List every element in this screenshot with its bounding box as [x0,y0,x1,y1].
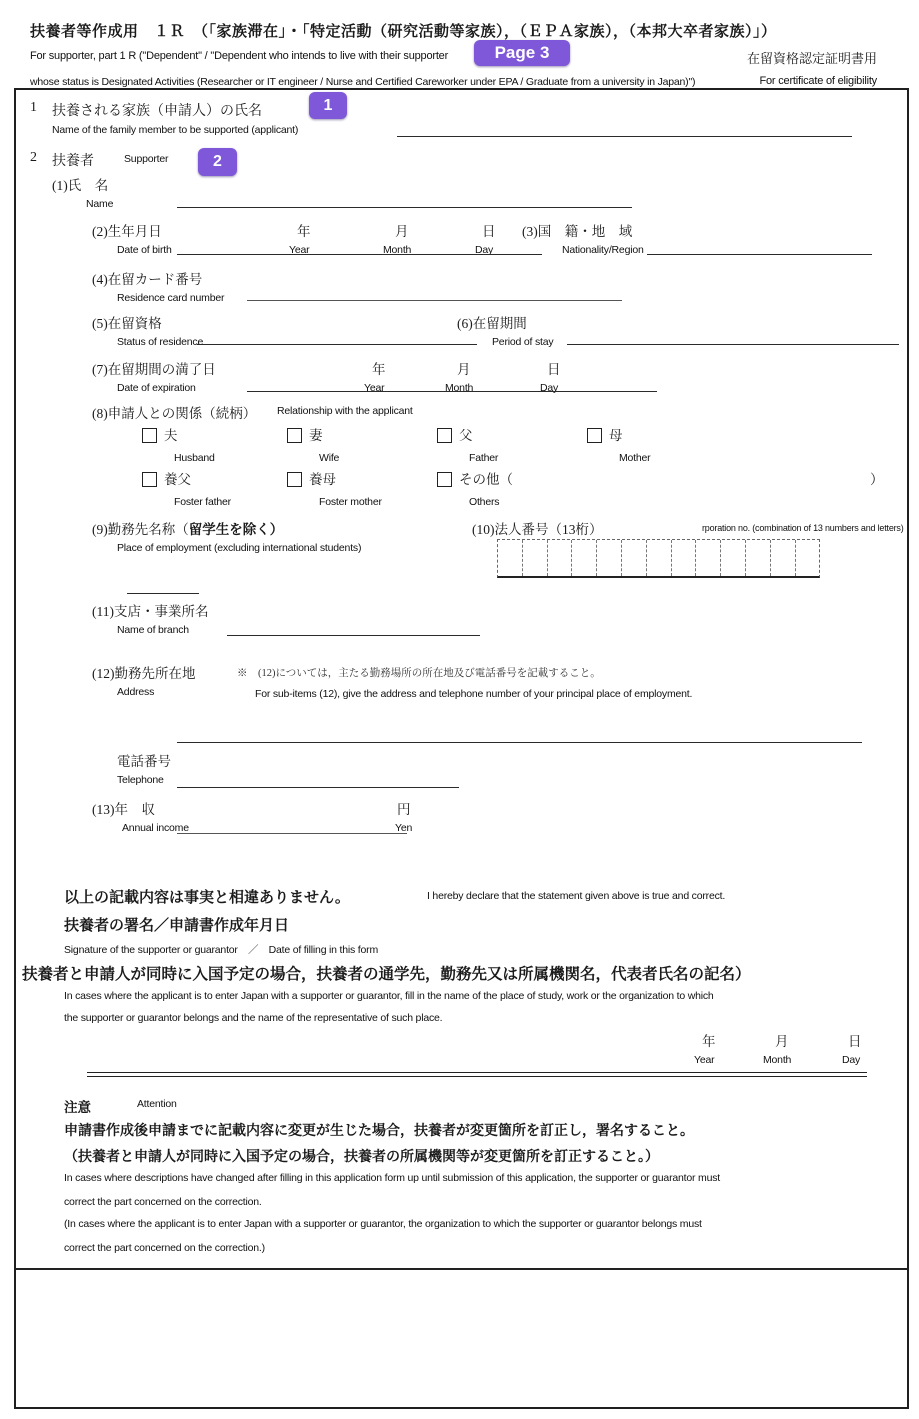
unit-year-jp: 年 [297,224,311,239]
checkbox-label-wife-en: Wife [319,452,340,464]
unit-day-jp: 日 [547,362,561,377]
field-line-applicant-name[interactable] [397,136,852,137]
field-label-relationship-en: Relationship with the applicant [277,405,413,417]
field-line-place-of-employment[interactable] [127,593,199,594]
field-line-date-of-expiration[interactable] [247,391,657,392]
corp-no-cell[interactable] [721,540,746,576]
unit-month-en: Month [763,1054,792,1066]
corp-no-cell[interactable] [622,540,647,576]
unit-year-en: Year [289,244,310,256]
corp-no-cell[interactable] [498,540,523,576]
field-line-nationality[interactable] [647,254,872,255]
form-subtitle-en-line1: For supporter, part 1 R ("Dependent" / "Dependent who intends to live with their supporter [30,50,449,62]
section2-label-jp: 扶養者 [52,154,94,169]
field-label-nationality-jp: (3)国 籍・地 域 [522,224,633,239]
field-line-address[interactable] [177,742,862,743]
annotation-badge-2[interactable]: 2 [198,148,237,176]
unit-month-jp: 月 [457,362,471,377]
form-title-jp: 扶養者等作成用 １Ｒ （「家族滞在」・「特定活動（研究活動等家族），（ＥＰＡ家族），（本邦大卒者家族）」） [30,24,777,40]
field-line-residence-card[interactable] [247,300,622,301]
unit-yen-jp: 円 [397,802,411,817]
field-line-signature-date[interactable] [87,1072,867,1077]
field-label-address-en: Address [117,686,155,698]
field-label-residence-card-jp: (4)在留カード番号 [92,272,203,287]
field-label-telephone-jp: 電話番号 [117,754,171,769]
corp-no-cell[interactable] [696,540,721,576]
unit-month-jp: 月 [395,224,409,239]
field-label-address-jp: (12)勤務先所在地 [92,666,196,681]
attention-title-jp: 注意 [64,1100,91,1115]
corp-no-cell[interactable] [672,540,697,576]
checkbox-label-foster-mother-jp: 養母 [309,472,336,487]
field-label-income-en: Annual income [122,822,189,834]
unit-day-jp: 日 [848,1034,862,1049]
checkbox-label-husband-en: Husband [174,452,215,464]
field-line-status-of-residence[interactable] [197,344,477,345]
certificate-use-label-en: For certificate of eligibility [759,75,877,87]
field-label-expiration-en: Date of expiration [117,382,196,394]
field-label-employment-en: Place of employment (excluding international students) [117,542,362,554]
unit-day-en: Day [842,1054,861,1066]
checkbox-label-foster-father-en: Foster father [174,496,231,508]
field-line-branch-name[interactable] [227,635,480,636]
field-label-expiration-jp: (7)在留期間の満了日 [92,362,216,377]
corp-no-cell[interactable] [572,540,597,576]
field-label-period-en: Period of stay [492,336,554,348]
annotation-badge-1[interactable]: 1 [309,92,347,119]
checkbox-label-foster-mother-en: Foster mother [319,496,382,508]
field-label-birth-jp: (2)生年月日 [92,224,162,239]
attention-jp-line2: （扶養者と申請人が同時に入国予定の場合，扶養者の所属機関等が変更箇所を訂正すること。） [64,1150,659,1165]
field-label-income-jp: (13)年 収 [92,802,155,817]
field-label-corp-no-en: rporation no. (combination of 13 numbers and letters) [702,523,904,533]
field-label-status-en: Status of residence [117,336,204,348]
unit-year-en: Year [694,1054,715,1066]
field-label-employment-jp-bold: 留学生を除く） [188,522,284,537]
field-label-corp-no-jp: (10)法人番号（13桁） [472,522,603,537]
corp-no-cell[interactable] [796,540,820,576]
bottom-section-divider [16,1268,907,1270]
declaration-en-line3a: In cases where the applicant is to enter Japan with a supporter or guarantor, fill in the name of the place of study, work or the organization to which [64,990,714,1002]
unit-month-en: Month [383,244,412,256]
unit-yen-en: Yen [395,822,413,834]
section2-label-en: Supporter [124,153,169,165]
form-border-box [14,88,909,1409]
unit-day-en: Day [475,244,494,256]
field-label-nationality-en: Nationality/Region [562,244,644,256]
attention-en-line1: In cases where descriptions have changed after filling in this application form up until submission of this application, the supporter or guarantor must [64,1172,720,1184]
field-note-address-en: For sub-items (12), give the address and telephone number of your principal place of employment. [255,688,693,700]
unit-month-jp: 月 [775,1034,789,1049]
checkbox-father[interactable] [437,428,452,443]
field-label-status-jp: (5)在留資格 [92,316,162,331]
certificate-use-label-jp: 在留資格認定証明書用 [746,51,877,66]
field-line-date-of-birth[interactable] [177,254,542,255]
corp-no-cell[interactable] [771,540,796,576]
field-note-address-jp: ※ (12)については，主たる勤務場所の所在地及び電話番号を記載すること。 [237,668,601,679]
attention-jp-line1: 申請書作成後申請までに記載内容に変更が生じた場合，扶養者が変更箇所を訂正し，署名すること。 [64,1124,694,1139]
attention-en-line3: (In cases where the applicant is to enter Japan with a supporter or guarantor, the organization to which the supporter or guarantor belongs must [64,1218,702,1230]
checkbox-wife[interactable] [287,428,302,443]
declaration-en-line2: Signature of the supporter or guarantor ／ Date of filling in this form [64,944,378,956]
field-label-employment-jp-normal: (9)勤務先名称（ [92,522,189,537]
unit-year-jp: 年 [372,362,386,377]
corp-no-cell[interactable] [746,540,771,576]
unit-day-jp: 日 [482,224,496,239]
field-label-residence-card-en: Residence card number [117,292,225,304]
checkbox-label-wife-jp: 妻 [309,428,323,443]
unit-year-jp: 年 [702,1034,716,1049]
field-label-name-en: Name [86,198,114,210]
field-label-relationship-jp: (8)申請人との関係（続柄） [92,406,257,421]
declaration-en-line1: I hereby declare that the statement given above is true and correct. [427,890,726,902]
checkbox-others[interactable] [437,472,452,487]
attention-en-line2: correct the part concerned on the correction. [64,1196,262,1208]
checkbox-label-mother-jp: 母 [609,428,623,443]
declaration-jp-line1: 以上の記載内容は事実と相違ありません。 [64,890,350,906]
corp-no-cell[interactable] [548,540,573,576]
checkbox-label-foster-father-jp: 養父 [164,472,191,487]
checkbox-husband[interactable] [142,428,157,443]
corp-no-cell[interactable] [597,540,622,576]
corp-no-cell[interactable] [647,540,672,576]
checkbox-label-others-jp: その他（ [459,472,513,487]
field-line-supporter-name[interactable] [177,207,632,208]
form-subtitle-en-line2: whose status is Designated Activities (Researcher or IT engineer / Nurse and Certified Careworker under EPA / Graduate from a university in Japan)") [30,76,696,88]
field-label-name-jp: (1)氏 名 [52,178,109,193]
section1-label-jp: 扶養される家族（申請人）の氏名 [52,104,262,119]
unit-year-en: Year [364,382,385,394]
unit-month-en: Month [445,382,474,394]
corp-no-cell[interactable] [523,540,548,576]
declaration-en-line3b: the supporter or guarantor belongs and the name of the representative of such place. [64,1012,443,1024]
attention-en-line4: correct the part concerned on the correction.) [64,1242,265,1254]
section1-number: 1 [30,100,37,115]
field-label-period-jp: (6)在留期間 [457,316,527,331]
checkbox-label-husband-jp: 夫 [164,428,178,443]
page-3-annotation-badge: Page 3 [474,40,570,66]
section2-number: 2 [30,150,37,165]
checkbox-mother[interactable] [587,428,602,443]
section1-label-en: Name of the family member to be supported (applicant) [52,124,299,136]
checkbox-label-father-jp: 父 [459,428,473,443]
declaration-jp-line2: 扶養者の署名／申請書作成年月日 [64,918,290,934]
field-line-period-of-stay[interactable] [567,344,899,345]
field-label-telephone-en: Telephone [117,774,164,786]
checkbox-label-mother-en: Mother [619,452,651,464]
corp-no-grid [497,539,820,578]
checkbox-foster-father[interactable] [142,472,157,487]
field-label-branch-jp: (11)支店・事業所名 [92,604,209,619]
field-line-annual-income[interactable] [177,833,407,834]
others-close-paren: ） [870,472,884,487]
checkbox-label-father-en: Father [469,452,499,464]
field-line-telephone[interactable] [177,787,459,788]
unit-day-en: Day [540,382,559,394]
checkbox-label-others-en: Others [469,496,500,508]
checkbox-foster-mother[interactable] [287,472,302,487]
field-label-employment-jp [92,518,283,538]
attention-title-en: Attention [137,1098,177,1110]
field-label-birth-en: Date of birth [117,244,172,256]
field-label-branch-en: Name of branch [117,624,189,636]
declaration-jp-line3: 扶養者と申請人が同時に入国予定の場合，扶養者の通学先，勤務先又は所属機関名，代表者氏名の記名） [22,966,751,983]
